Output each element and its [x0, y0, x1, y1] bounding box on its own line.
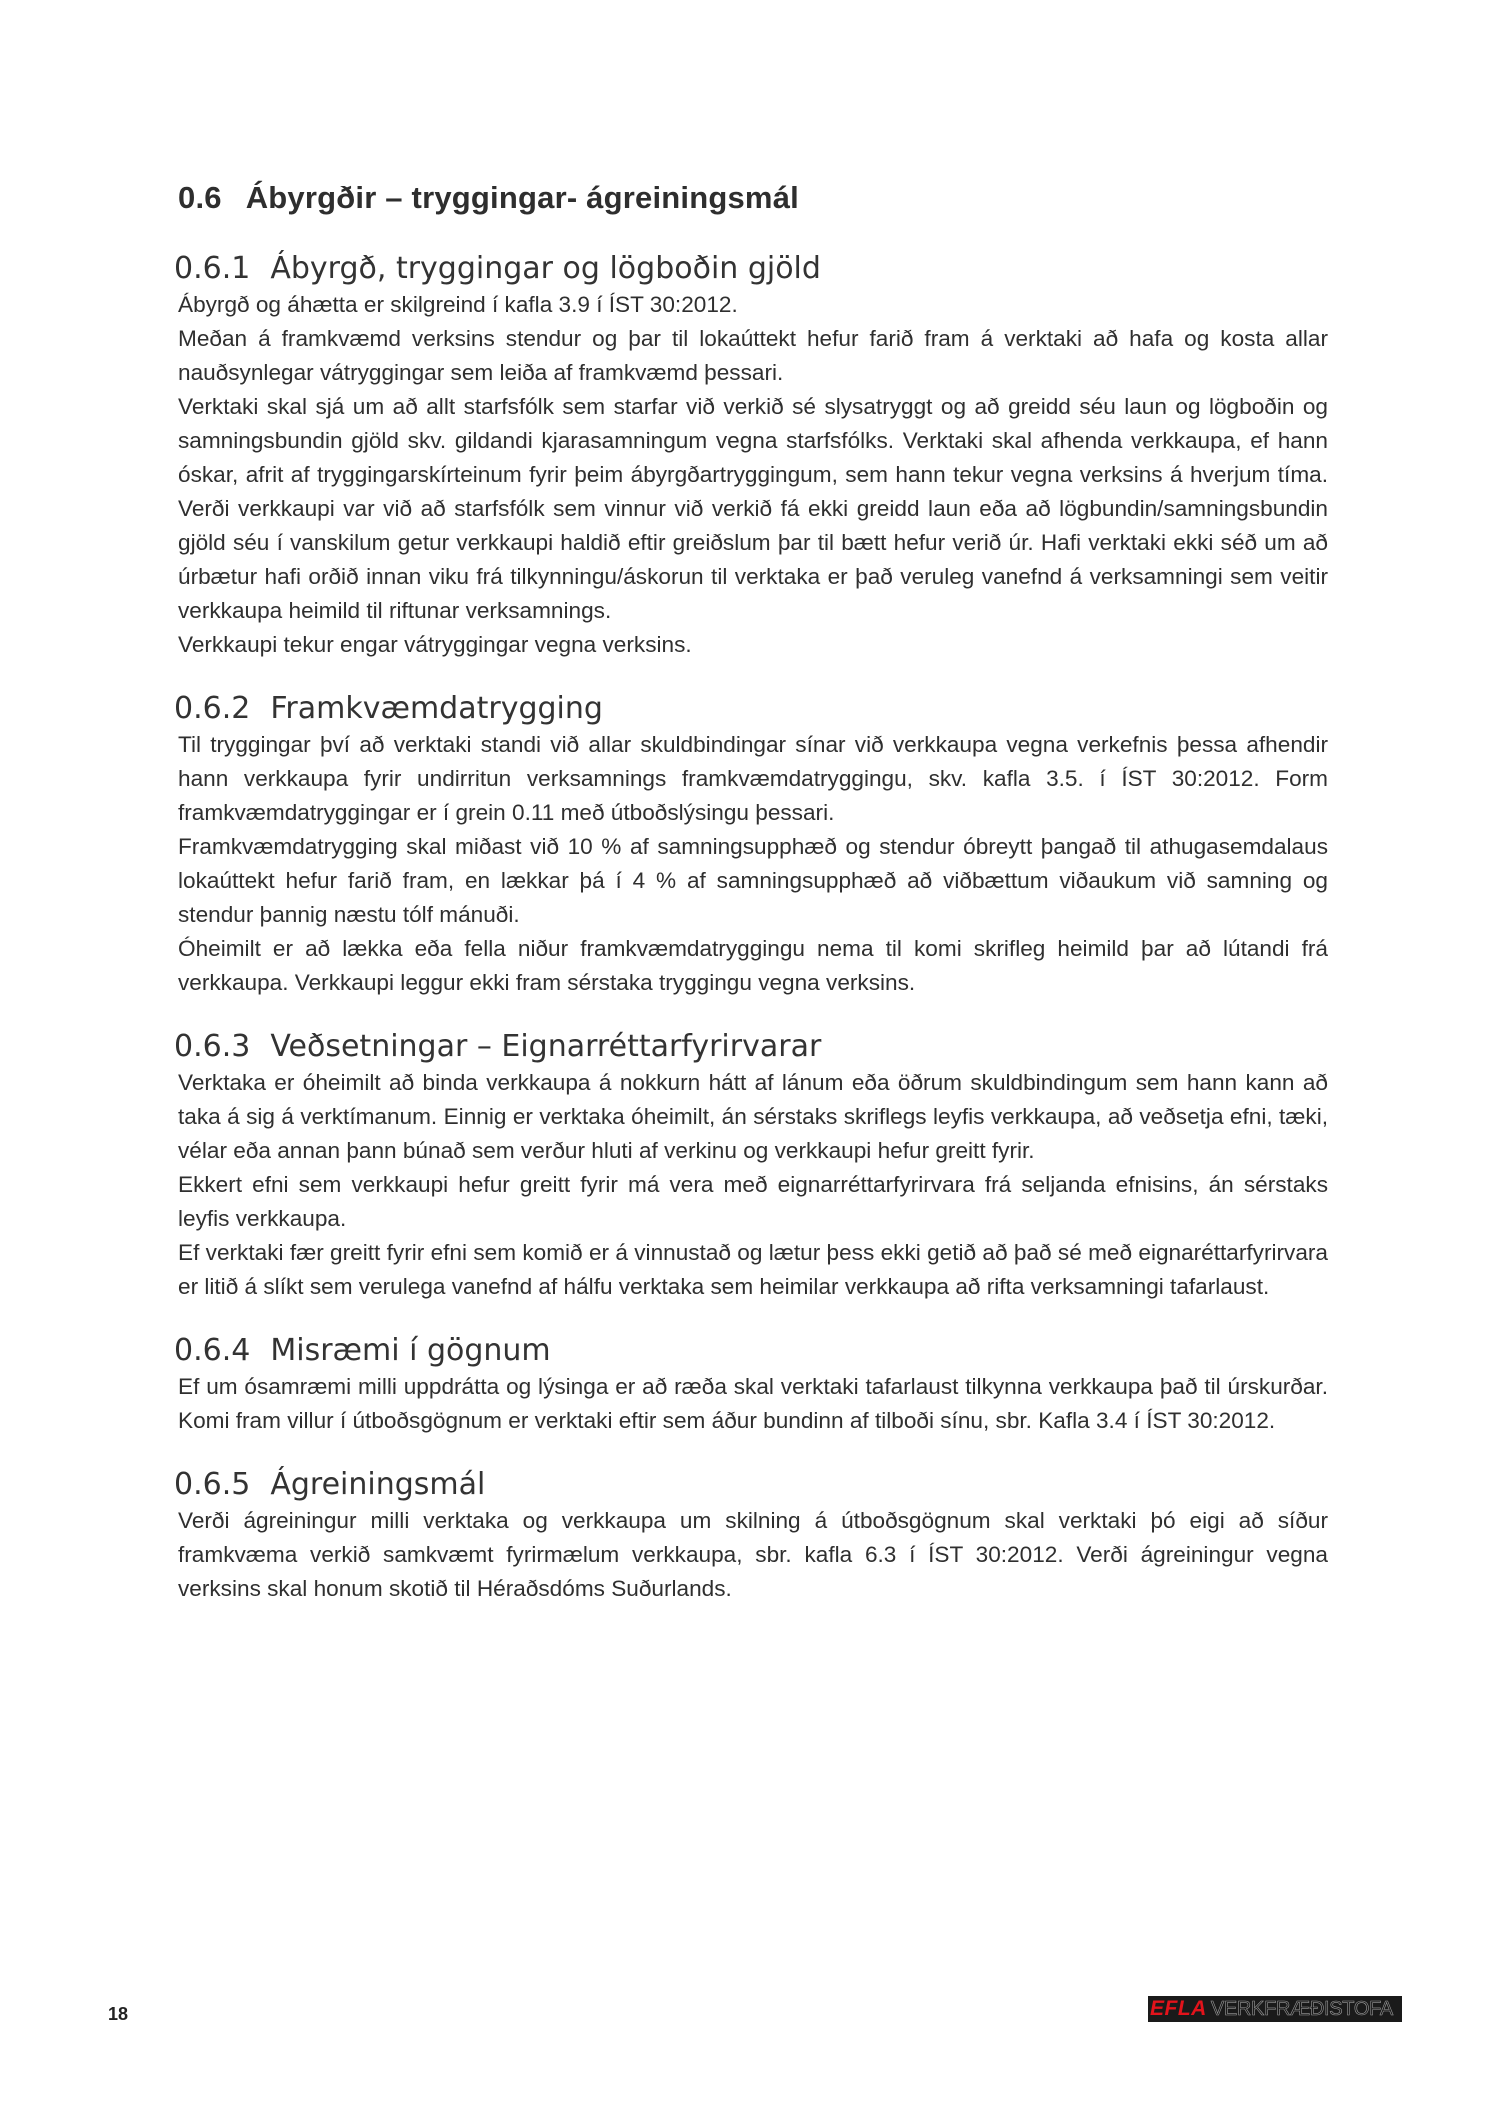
paragraph: Ef verktaki fær greitt fyrir efni sem komið er á vinnustað og lætur þess ekki getið að það sé með eignaréttarfyrirvara er litið á slíkt sem verulega vanefnd af hálfu verktaka sem heimilar verkkaupa að rifta verksamningi tafarlaust.	[178, 1240, 1328, 1299]
paragraph: Verði ágreiningur milli verktaka og verkkaupa um skilning á útboðsgögnum skal verktaki þó eigi að síður framkvæma verkið samkvæmt fyrirmælum verkkaupa, sbr. kafla 6.3 í ÍST 30:2012. Verði ágreiningur vegna verksins skal honum skotið til Héraðsdóms Suðurlands.	[178, 1508, 1328, 1601]
subsection-number: 0.6.1	[174, 251, 251, 286]
paragraph: Ekkert efni sem verkkaupi hefur greitt fyrir má vera með eignarréttarfyrirvara frá seljanda efnisins, án sérstaks leyfis verkkaupa.	[178, 1172, 1328, 1231]
paragraph: Meðan á framkvæmd verksins stendur og þar til lokaúttekt hefur farið fram á verktaki að hafa og kosta allar nauðsynlegar vátryggingar sem leiða af framkvæmd þessari.	[178, 326, 1328, 385]
subsection-title: Misræmi í gögnum	[270, 1333, 551, 1368]
page-number: 18	[108, 2004, 129, 2024]
logo-brand-text: EFLA	[1150, 1997, 1207, 2020]
document-content	[174, 180, 1328, 1634]
efla-logo	[1148, 1996, 1402, 2022]
subsection-heading	[174, 690, 1328, 728]
paragraph: Verktaki skal sjá um að allt starfsfólk sem starfar við verkið sé slysatryggt og að greidd séu laun og lögboðin og samningsbundin gjöld skv. gildandi kjarasamningum vegna starfsfólks. Verktaki skal afhenda verkkaupa, ef hann óskar, afrit af tryggingarskírteinum fyrir þeim ábyrgðartryggingum, sem hann tekur vegna verksins á hverjum tíma. Verði verkkaupi var við að starfsfólk sem vinnur við verkið fá ekki greidd laun eða að lögbundin/samningsbundin gjöld séu í vanskilum getur verkkaupi haldið eftir greiðslum þar til bætt hefur verið úr. Hafi verktaki ekki séð um að úrbætur hafi orðið innan viku frá tilkynningu/áskorun til verktaka er það veruleg vanefnd á verksamningi sem veitir verkkaupa heimild til riftunar verksamnings.	[178, 394, 1328, 623]
paragraph: Óheimilt er að lækka eða fella niður framkvæmdatryggingu nema til komi skrifleg heimild þar að lútandi frá verkkaupa. Verkkaupi leggur ekki fram sérstaka tryggingu vegna verksins.	[178, 936, 1328, 995]
subsection-0-6-2	[174, 690, 1328, 1000]
paragraph: Verkkaupi tekur engar vátryggingar vegna verksins.	[178, 632, 692, 657]
subsection-heading	[174, 1332, 1328, 1370]
subsection-heading	[174, 250, 1328, 288]
subsection-title: Veðsetningar – Eignarréttarfyrirvarar	[270, 1029, 822, 1064]
subsection-0-6-4	[174, 1332, 1328, 1438]
subsection-number: 0.6.2	[174, 691, 251, 726]
paragraph: Ef um ósamræmi milli uppdrátta og lýsinga er að ræða skal verktaki tafarlaust tilkynna verkkaupa það til úrskurðar. Komi fram villur í útboðsgögnum er verktaki eftir sem áður bundinn af tilboði sínu, sbr. Kafla 3.4 í ÍST 30:2012.	[178, 1374, 1328, 1433]
subsection-title: Framkvæmdatrygging	[270, 691, 603, 726]
subsection-heading	[174, 1028, 1328, 1066]
subsection-title: Ágreiningsmál	[270, 1467, 486, 1502]
paragraph: Framkvæmdatrygging skal miðast við 10 % af samningsupphæð og stendur óbreytt þangað til athugasemdalaus lokaúttekt hefur farið fram, en lækkar þá í 4 % af samningsupphæð að viðbættum viðaukum við samning og stendur þannig næstu tólf mánuði.	[178, 834, 1328, 927]
subsection-0-6-5	[174, 1466, 1328, 1606]
logo-subtitle-text: VERKFRÆÐISTOFA	[1210, 1998, 1393, 2020]
subsection-title: Ábyrgð, tryggingar og lögboðin gjöld	[270, 251, 821, 286]
subsection-number: 0.6.3	[174, 1029, 251, 1064]
subsection-number: 0.6.5	[174, 1467, 251, 1502]
paragraph: Ábyrgð og áhætta er skilgreind í kafla 3.9 í ÍST 30:2012.	[178, 292, 738, 317]
subsection-0-6-1	[174, 250, 1328, 662]
subsection-0-6-3	[174, 1028, 1328, 1304]
section-number: 0.6	[178, 180, 222, 215]
paragraph: Til tryggingar því að verktaki standi við allar skuldbindingar sínar við verkkaupa vegna verkefnis þessa afhendir hann verkkaupa fyrir undirritun verksamnings framkvæmdatryggingu, skv. kafla 3.5. í ÍST 30:2012. Form framkvæmdatryggingar er í grein 0.11 með útboðslýsingu þessari.	[178, 732, 1328, 825]
section-title: Ábyrgðir – tryggingar- ágreiningsmál	[245, 180, 799, 215]
subsection-number: 0.6.4	[174, 1333, 251, 1368]
paragraph: Verktaka er óheimilt að binda verkkaupa á nokkurn hátt af lánum eða öðrum skuldbindingum sem hann kann að taka á sig á verktímanum. Einnig er verktaka óheimilt, án sérstaks skriflegs leyfis verkkaupa, að veðsetja efni, tæki, vélar eða annan þann búnað sem verður hluti af verkinu og verkkaupi hefur greitt fyrir.	[178, 1070, 1328, 1163]
subsection-heading	[174, 1466, 1328, 1504]
section-heading	[178, 180, 1328, 216]
